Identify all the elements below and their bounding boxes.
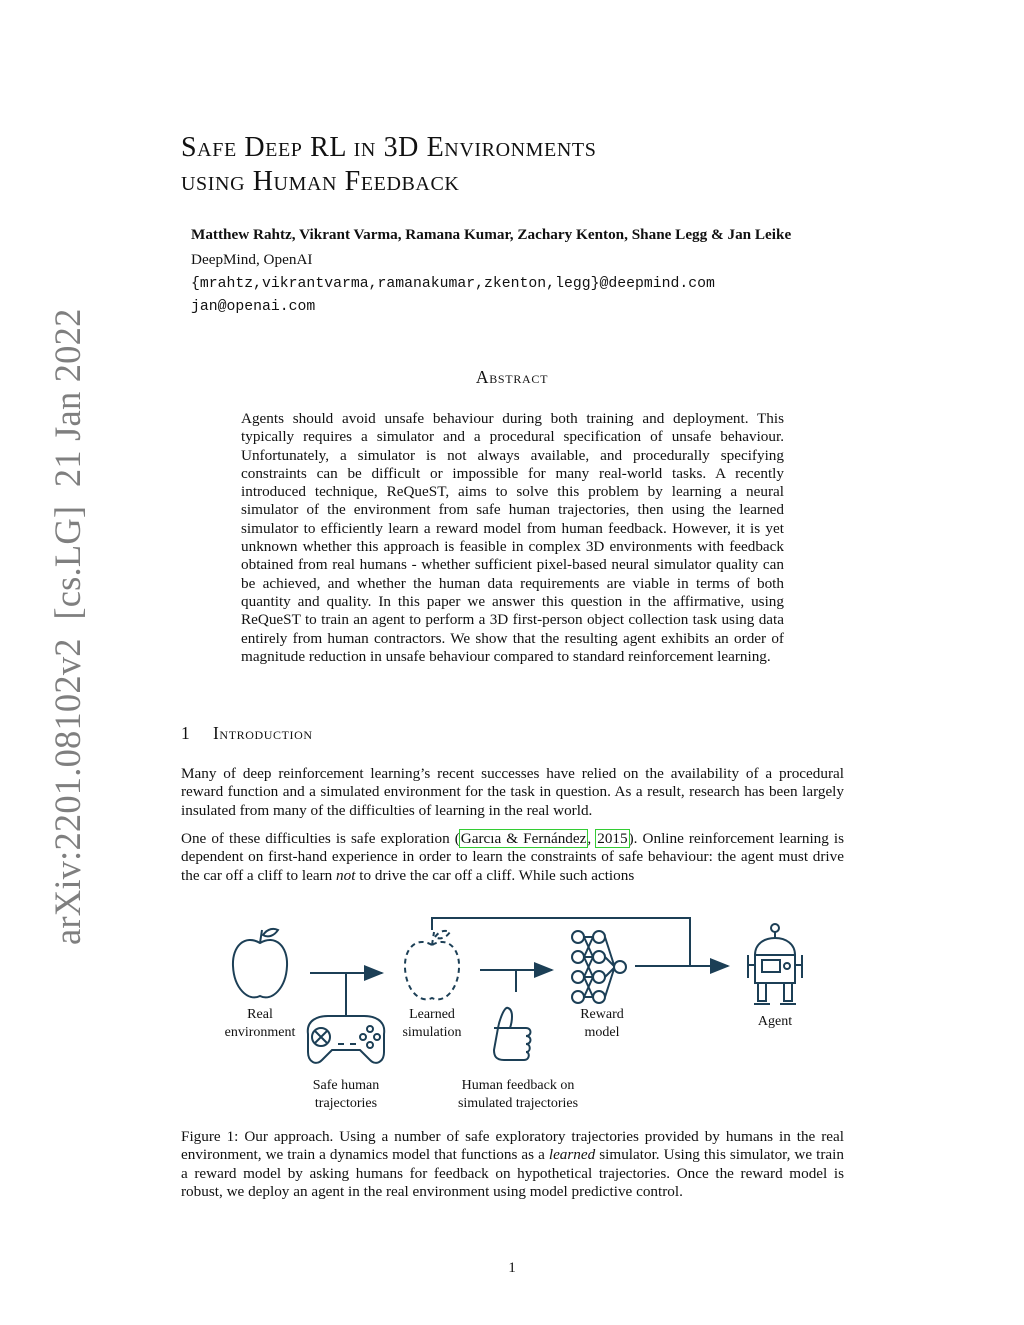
author-list: Matthew Rahtz, Vikrant Varma, Ramana Kumar, Zachary Kenton, Shane Legg & Jan Leike [191, 226, 792, 243]
title-line-2: using Human Feedback [181, 166, 460, 197]
label-feedback-2: simulated trajectories [457, 1096, 579, 1111]
label-learned-sim-2: simulation [402, 1025, 462, 1040]
label-real-env-1: Real [247, 1007, 273, 1022]
title-line-1: Safe Deep RL in 3D Environments [181, 132, 597, 163]
page-number: 1 [508, 1259, 516, 1276]
citation-year-link[interactable]: 2015 [597, 830, 628, 847]
label-safe-traj-1: Safe human [312, 1078, 380, 1093]
label-learned-sim-1: Learned [409, 1007, 455, 1022]
paper-title [181, 131, 821, 199]
label-reward-model-2: model [584, 1025, 620, 1040]
label-agent: Agent [757, 1014, 793, 1029]
figure-caption: Figure 1: Our approach. Using a number of safe exploratory trajectories provided by humans in the real environment, we train a dynamics model that functions as a learned simulator. Using this simulator, we train a reward model by asking humans for feedback on hypothetical trajectories. Once the reward model is robust, we deploy an agent in the real environment using model predictive control. [181, 1128, 844, 1200]
abstract-text: Agents should avoid unsafe behaviour during both training and deployment. This typically requires a simulator and a procedural specification of unsafe behaviour. Unfortunately, a simulator is not always available, and procedurally specifying constraints can be difficult or impossible for many real-world tasks. A recently introduced technique, ReQueST, aims to solve this problem by learning a neural simulator of the environment from safe human trajectories, then using the learned simulator to efficiently learn a reward model from human feedback. However, it is yet unknown whether this approach is feasible in complex 3D environments with feedback obtained from real humans - whether sufficient pixel-based neural simulator quality can be achieved, and whether the human data requirements are viable in terms of both quantity and quality. In this paper we answer this question in the affirmative, using ReQueST to train an agent to perform a 3D first-person object collection task using data entirely from human contractors. We show that the resulting agent exhibits an order of magnitude reduction in unsafe behaviour compared to standard reinforcement learning. [241, 410, 784, 665]
label-feedback-1: Human feedback on [461, 1078, 575, 1093]
intro-paragraph-2: One of these difficulties is safe exploration (Garcıa & Fernández, 2015). Online reinforcement learning is dependent on first-hand experience in order to learn the constraints of safe behaviour: the agent must drive the car off a cliff to learn not to drive the car off a cliff. While such actions [181, 830, 845, 884]
label-safe-traj-2: trajectories [314, 1096, 378, 1111]
section-title: Introduction [213, 723, 313, 743]
label-reward-model-1: Reward [580, 1007, 624, 1022]
label-real-env-2: environment [224, 1025, 296, 1040]
apple-icon [233, 929, 287, 998]
arxiv-identifier: arXiv:2201.08102v2 [cs.LG] 21 Jan 2022 [46, 308, 88, 945]
section-number: 1 [181, 723, 191, 743]
email-line-2: jan@openai.com [191, 299, 316, 315]
thumbs-up-icon [494, 1008, 531, 1060]
affiliation: DeepMind, OpenAI [191, 251, 313, 268]
email-line-1: {mrahtz,vikrantvarma,ramanakumar,zkenton,legg}@deepmind.com [191, 276, 715, 292]
feedback-routing-line [432, 918, 690, 966]
abstract-heading: Abstract [475, 367, 549, 387]
citation-link[interactable]: Garcıa & Fernández [460, 830, 587, 847]
neural-network-icon [572, 931, 626, 1003]
approach-diagram [200, 910, 840, 1120]
section-heading-introduction [181, 723, 313, 744]
intro-paragraph-1: Many of deep reinforcement learning’s recent successes have relied on the availability of a procedural reward function and a simulated environment for the task in question. As a result, research has been largely insulated from many of the difficulties of learning in the real world. [181, 765, 844, 819]
robot-icon [748, 924, 802, 1004]
learned-apple-icon [405, 931, 459, 1000]
gamepad-icon [308, 1016, 384, 1063]
